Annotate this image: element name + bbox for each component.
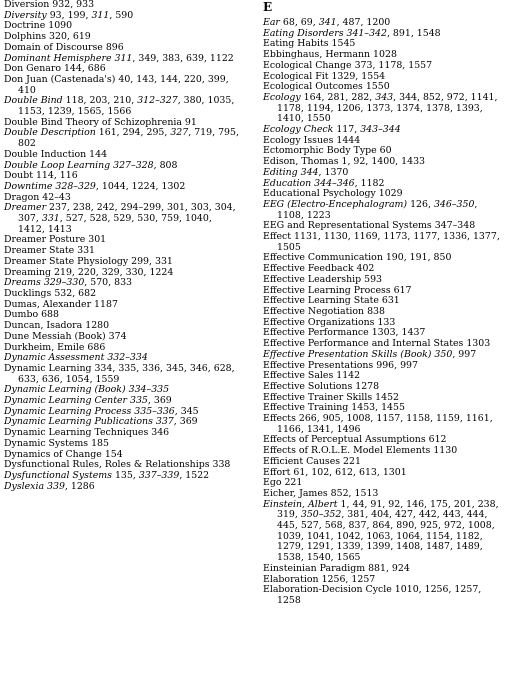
index-entry-text: 161, 294, 295, — [95, 127, 171, 139]
index-entry-text: Education 344–346 — [263, 177, 355, 189]
index-entry-text: 337–339 — [138, 469, 180, 481]
index-entry-text: , 380, 1035, 1153, 1239, 1565, 1566 — [18, 95, 235, 118]
index-entry-text: Dynamic Learning Center 335 — [4, 395, 148, 407]
index-entry-text: 327 — [170, 127, 189, 139]
index-entry — [263, 500, 501, 564]
index-entry-text: Dynamic Assessment 332–334 — [4, 352, 148, 364]
index-entry-text: Ego 221 — [263, 477, 303, 489]
index-entry-text: 343 — [375, 91, 394, 103]
index-entry-text: Effort 61, 102, 612, 613, 1301 — [263, 466, 407, 478]
index-entry-text: Dreamer Posture 301 — [4, 234, 107, 246]
index-entry-text: Editing 344 — [263, 166, 319, 178]
index-entry-text: Einsteinian Paradigm 881, 924 — [263, 562, 410, 574]
index-entry-text: 117, — [333, 124, 361, 136]
index-entry-text: Dreams 329–330 — [4, 277, 85, 289]
index-entry-text: 135, — [111, 469, 139, 481]
index-entry-text: , 1182 — [354, 177, 385, 189]
index-entry-text: EEG and Representational Systems 347–348 — [263, 220, 476, 232]
index-entry-text: Effective Learning Process 617 — [263, 284, 412, 296]
index-entry-text: , 369 — [147, 395, 172, 407]
index-entry-text: , 570, 833 — [84, 277, 133, 289]
index-entry-text: Ectomorphic Body Type 60 — [263, 145, 392, 157]
index-entry — [263, 414, 501, 435]
index-entry-text: Diversity — [4, 9, 47, 21]
index-entry-text: Dysfunctional Rules, Roles & Relationships 338 — [4, 459, 231, 471]
index-entry-text: , 590 — [109, 9, 134, 21]
index-entry-text: Domain of Discourse 896 — [4, 41, 124, 53]
index-entry-text: , 1044, 1224, 1302 — [95, 180, 186, 192]
index-entry-text: 343–344 — [360, 124, 401, 136]
index-entry — [4, 203, 240, 235]
index-entry-text: Duncan, Isadora 1280 — [4, 320, 110, 332]
index-entry — [4, 364, 240, 385]
index-entry-text: , 891, 1548 — [386, 27, 441, 39]
index-entry-text: , 527, 528, 529, 530, 759, 1040, 1412, 1413 — [18, 213, 212, 235]
index-entry-text: Eicher, James 852, 1513 — [263, 487, 379, 499]
index-entry-text: Ecology Check — [263, 124, 334, 136]
index-entry-text: Don Genaro 144, 686 — [4, 63, 106, 75]
index-entry-text: Effects of Perceptual Assumptions 612 — [263, 434, 447, 446]
index-entry — [4, 75, 240, 96]
index-entry-text: Dynamic Learning 334, 335, 336, 345, 346, 628, 633, 636, 1054, 1559 — [4, 362, 235, 385]
index-entry-text: Effective Presentations 996, 997 — [263, 359, 418, 371]
index-entry — [4, 96, 240, 117]
index-entry-text: Dynamic Learning (Book) 334–335 — [4, 384, 170, 396]
index-entry-text: Ebbinghaus, Hermann 1028 — [263, 49, 397, 61]
index-entry-text: , 381, 404, 427, 442, 443, 444, 445, 527, 568, 837, 864, 890, 925, 972, 1008, 1039, 1041, 1042, 1063, 1064, 1154, 1182, 1279, 1291, 1339, 1399, 1408, 1487, 1489, 1538, 1540, 1565 — [277, 509, 495, 564]
index-entry-text: Elaboration 1256, 1257 — [263, 573, 376, 585]
index-entry-text: Dreamer State 331 — [4, 245, 96, 257]
index-entry-text: Doctrine 1090 — [4, 20, 73, 32]
index-entry-text: , 1370 — [318, 166, 349, 178]
index-entry-text: , 349, 383, 639, 1122 — [132, 52, 234, 64]
index-entry-text: , 369 — [173, 416, 198, 428]
index-entry-text: Effective Presentation Skills (Book) 350 — [263, 348, 453, 360]
index-entry — [4, 482, 240, 493]
index-entry-text: Dynamic Learning Publications 337 — [4, 416, 174, 428]
index-entry-text: 93, 199, — [46, 9, 92, 21]
index-entry-text: Diversion 932, 933 — [4, 0, 95, 10]
index-entry-text: Effective Solutions 1278 — [263, 380, 380, 392]
index-entry-text: Dreaming 219, 220, 329, 330, 1224 — [4, 266, 174, 278]
index-entry-text: Elaboration-Decision Cycle 1010, 1256, 1257, 1258 — [263, 584, 482, 606]
index-entry-text: Ecology Issues 1444 — [263, 134, 361, 146]
index-entry-text: Effective Organizations 133 — [263, 316, 396, 328]
index-entry-text: Effective Negotiation 838 — [263, 305, 385, 317]
index-entry-text: Effective Training 1453, 1455 — [263, 402, 405, 414]
index-entry-text: Don Juan (Castenada's) 40, 143, 144, 220, 399, 410 — [4, 73, 229, 96]
index-entry-text: Effective Performance 1303, 1437 — [263, 327, 426, 339]
index-entry-text: Effects 266, 905, 1008, 1157, 1158, 1159, 1161, 1166, 1341, 1496 — [263, 413, 493, 435]
section-letter-heading: E — [263, 0, 273, 14]
index-entry-text: 312–327 — [137, 95, 178, 107]
index-entry-text: Double Loop Learning 327–328 — [4, 159, 154, 171]
index-entry-text: Dynamic Systems 185 — [4, 437, 109, 449]
index-entry-text: 1, 44, 91, 92, 146, 175, 201, 238, 319, — [277, 498, 499, 521]
index-entry-text: Einstein, Albert — [263, 498, 338, 510]
index-entry-text: Eating Disorders 341–342 — [263, 27, 387, 39]
index-entry-text: Double Bind Theory of Schizophrenia 91 — [4, 116, 197, 128]
index-entry-text: Dragon 42–43 — [4, 191, 71, 203]
index-entry-text: 346–350 — [433, 198, 475, 210]
index-entry-text: Edison, Thomas 1, 92, 1400, 1433 — [263, 156, 425, 168]
index-entry-text: 118, 203, 210, — [62, 95, 138, 107]
index-entry-text: , 487, 1200 — [336, 17, 391, 28]
index-entry-text: Dune Messiah (Book) 374 — [4, 330, 127, 342]
index-entry-text: Dreamer State Physiology 299, 331 — [4, 255, 173, 267]
index-entry-text: Effective Communication 190, 191, 850 — [263, 252, 452, 264]
index-entry — [263, 585, 501, 606]
index-entry-text: Effective Performance and Internal States 1303 — [263, 338, 491, 350]
index-entry-text: , 344, 852, 972, 1141, 1178, 1194, 1206, 1373, 1374, 1378, 1393, 1410, 1550 — [277, 91, 498, 125]
index-entry-text: 350–352 — [300, 509, 342, 521]
index-entry-text: Effective Feedback 402 — [263, 263, 375, 275]
index-entry-text: , 1522 — [179, 469, 210, 481]
index-entry-text: Double Induction 144 — [4, 148, 108, 160]
index-entry-text: Eating Habits 1545 — [263, 38, 356, 50]
index-entry-text: 126, — [407, 198, 434, 210]
index-entry-text: 331 — [41, 213, 60, 225]
index-entry-text: Effective Leadership 593 — [263, 273, 383, 285]
index-entry-text: Dysfunctional Systems — [4, 469, 112, 481]
index-entry-text: Dynamic Learning Techniques 346 — [4, 427, 170, 439]
index-entry-text: Ear — [263, 17, 280, 28]
index-entry-text: Doubt 114, 116 — [4, 170, 78, 182]
index-entry-text: Dolphins 320, 619 — [4, 31, 91, 43]
index-column-left — [4, 0, 240, 492]
index-entry — [263, 200, 501, 221]
index-entry-text: Effective Trainer Skills 1452 — [263, 391, 400, 403]
index-entry-text: 311 — [91, 9, 110, 21]
index-entry-text: Dynamic Learning Process 335–336 — [4, 405, 175, 417]
index-entry — [4, 128, 240, 149]
index-column-right — [263, 0, 501, 607]
index-entry-text: Ducklings 532, 682 — [4, 287, 97, 299]
index-entry-text: Downtime 328–329 — [4, 180, 96, 192]
index-entry-text: Dyslexia 339 — [4, 480, 65, 492]
index-entry-text: , 719, 795, 802 — [18, 127, 239, 150]
index-entry — [263, 232, 501, 253]
index-entry-text: Ecological Change 373, 1178, 1557 — [263, 59, 433, 71]
index-entry-text: Efficient Causes 221 — [263, 455, 361, 467]
index-entry — [263, 93, 501, 125]
index-entry-text: Effective Learning State 631 — [263, 295, 400, 307]
index-entry-text: Effective Sales 1142 — [263, 370, 361, 382]
index-entry-text: , 1108, 1223 — [277, 198, 478, 221]
index-entry-text: 341 — [318, 17, 337, 28]
index-entry-text: , 997 — [452, 348, 477, 360]
index-entry-text: Ecological Outcomes 1550 — [263, 81, 390, 93]
index-entry-text: Durkheim, Emile 686 — [4, 341, 106, 353]
index-entry-text: Effect 1131, 1130, 1169, 1173, 1177, 1336, 1377, 1505 — [263, 231, 500, 253]
index-entry-text: 237, 238, 242, 294–299, 301, 303, 304, 307, — [18, 202, 236, 225]
index-entry-text: Dumbo 688 — [4, 309, 59, 321]
index-entry-text: Effects of R.O.L.E. Model Elements 1130 — [263, 445, 458, 457]
index-entry-text: Ecological Fit 1329, 1554 — [263, 70, 386, 82]
index-entry-text: , 808 — [153, 159, 178, 171]
index-entry-text: 68, 69, — [279, 17, 319, 28]
index-entry-text: Dynamics of Change 154 — [4, 448, 123, 460]
index-entry-text: Educational Psychology 1029 — [263, 188, 403, 200]
index-entry-text: , 345 — [174, 405, 199, 417]
index-entry-text: 164, 281, 282, — [300, 91, 376, 103]
index-entry-text: Ecology — [263, 91, 301, 103]
index-entry-text: Dominant Hemisphere 311 — [4, 52, 133, 64]
index-entry-text: EEG (Electro-Encephalogram) — [263, 198, 408, 210]
index-entry-text: Dreamer — [4, 202, 47, 214]
index-entry-text: , 1286 — [64, 480, 95, 492]
index-entry-text: Dumas, Alexander 1187 — [4, 298, 118, 310]
index-entry-text: Double Bind — [4, 95, 63, 107]
index-entry-text: Double Description — [4, 127, 96, 139]
